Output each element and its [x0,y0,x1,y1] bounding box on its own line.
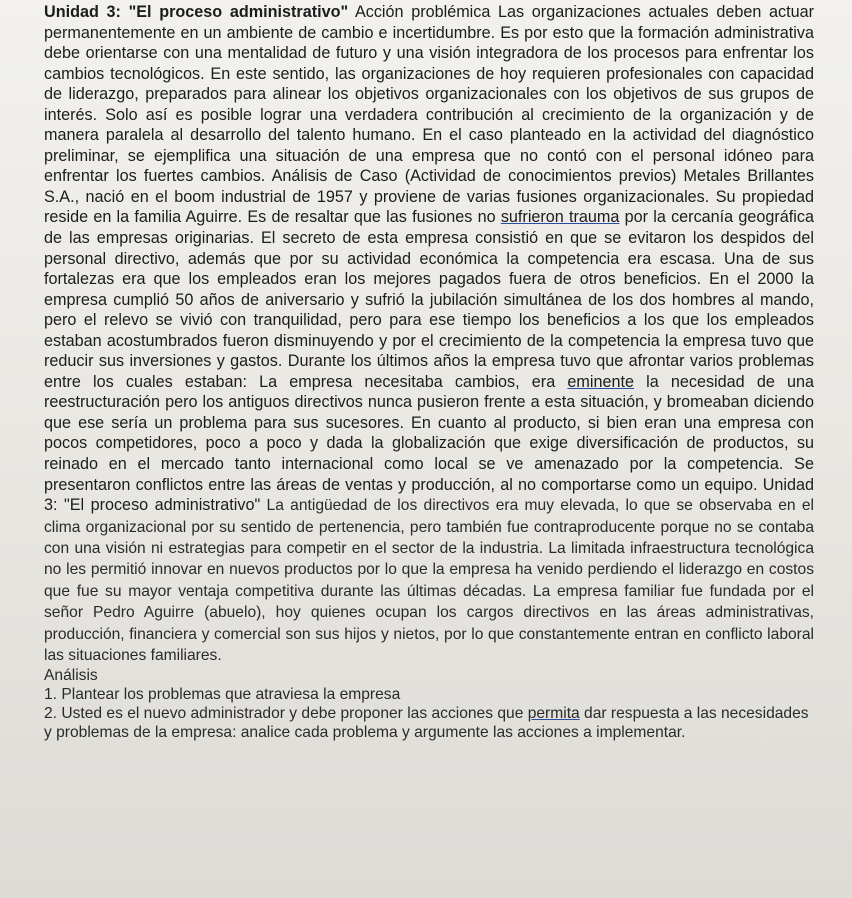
question-2-part-b: dar respuesta a las necesidades y problemas de la empresa: analice cada problema y argumente las acciones a implementar. [44,705,809,742]
analysis-questions [44,685,814,742]
intro-paragraph: Acción problémica Las organizaciones actuales deben actuar permanentemente en un ambiente de cambio e incertidumbre. Es por esto que la formación administrativa debe orientarse con una mentalidad de futuro y una visión integradora de los procesos para enfrentar los cambios tecnológicos. En este sentido, las organizaciones de hoy requieren profesionales con capacidad de liderazgo, preparados para alinear los objetivos organizacionales con los objetivos de sus grupos de interés. Solo así es posible lograr una verdadera contribución al crecimiento de la organización y de manera paralela al desarrollo del talento humano. En el caso planteado en la actividad del diagnóstico preliminar, se ejemplifica una situación de una empresa que no contó con el personal idóneo para enfrentar los fuertes cambios. Análisis de Caso (Actividad de conocimientos previos) Metales Brillantes S.A., nació en el boom industrial de 1957 y proviene de varias fusiones organizacionales. Su propiedad reside en la familia Aguirre. Es de resaltar que las fusiones no [44,3,814,227]
underlined-phrase-sufrieron-trauma: sufrieron trauma [500,208,620,227]
analysis-heading: Análisis [44,667,98,685]
case-body-text [44,2,814,666]
case-paragraph-b: la necesidad de una reestructuración pero los antiguos directivos nunca pusieron frente a esta situación, y bromeaban diciendo que ese sería un problema para sus sucesores. En cuanto al producto, si bien eran una empresa con pocos competidores, poco a poco y dada la globalización que exige diversificación de productos, su reinado en el mercado tanto internacional como local se ve amenazado por la competencia. Se presentaron conflictos entre las áreas de ventas y producción, al no comportarse como un equipo. Unidad 3: "El proceso administrativo" [44,372,814,515]
case-paragraph-a: por la cercanía geográfica de las empresas originarias. El secreto de esta empresa consistió en que se evitaron los despidos del personal directivo, además que por su actividad económica la competencia era escasa. Una de sus fortalezas era que los empleados eran los mejores pagados fuera de otros beneficios. En el 2000 la empresa cumplió 50 años de aniversario y sufrió la jubilación simultánea de los dos hombres al mando, pero el relevo se vivió con tranquilidad, pero para ese tiempo los beneficios a los que los empleados estaban acostumbrados fueron disminuyendo y por el crecimiento de la competencia la empresa tuvo que reducir sus inversiones y gastos. Durante los últimos años la empresa tuvo que afrontar varios problemas entre los cuales estaban: La empresa necesitaba cambios, era [44,208,814,391]
unit-title: Unidad 3: "El proceso administrativo" [44,3,349,21]
question-1: 1. Plantear los problemas que atraviesa la empresa [44,686,401,704]
underlined-word-permita: permita [527,705,580,723]
underlined-word-eminente: eminente [567,372,634,391]
question-2-part-a: 2. Usted es el nuevo administrador y debe proponer las acciones que [44,705,528,723]
question-2 [44,704,814,742]
case-paragraph-lower: La antigüedad de los directivos era muy elevada, lo que se observaba en el clima organizacional por su sentido de pertenencia, pero también fue contraproducente porque no se contaba con una visión ni estrategias para competir en el sector de la industria. La limitada infraestructura tecnológica no les permitió innovar en nuevos productos por lo que la empresa ha venido perdiendo el liderazgo en costos que fue su mayor ventaja competitiva durante las últimas décadas. La empresa familiar fue fundada por el señor Pedro Aguirre (abuelo), hoy quienes ocupan los cargos directivos en las áreas administrativas, producción, financiera y comercial son sus hijos y nietos, por lo que constantemente entran en conflicto laboral las situaciones familiares. [44,497,814,664]
